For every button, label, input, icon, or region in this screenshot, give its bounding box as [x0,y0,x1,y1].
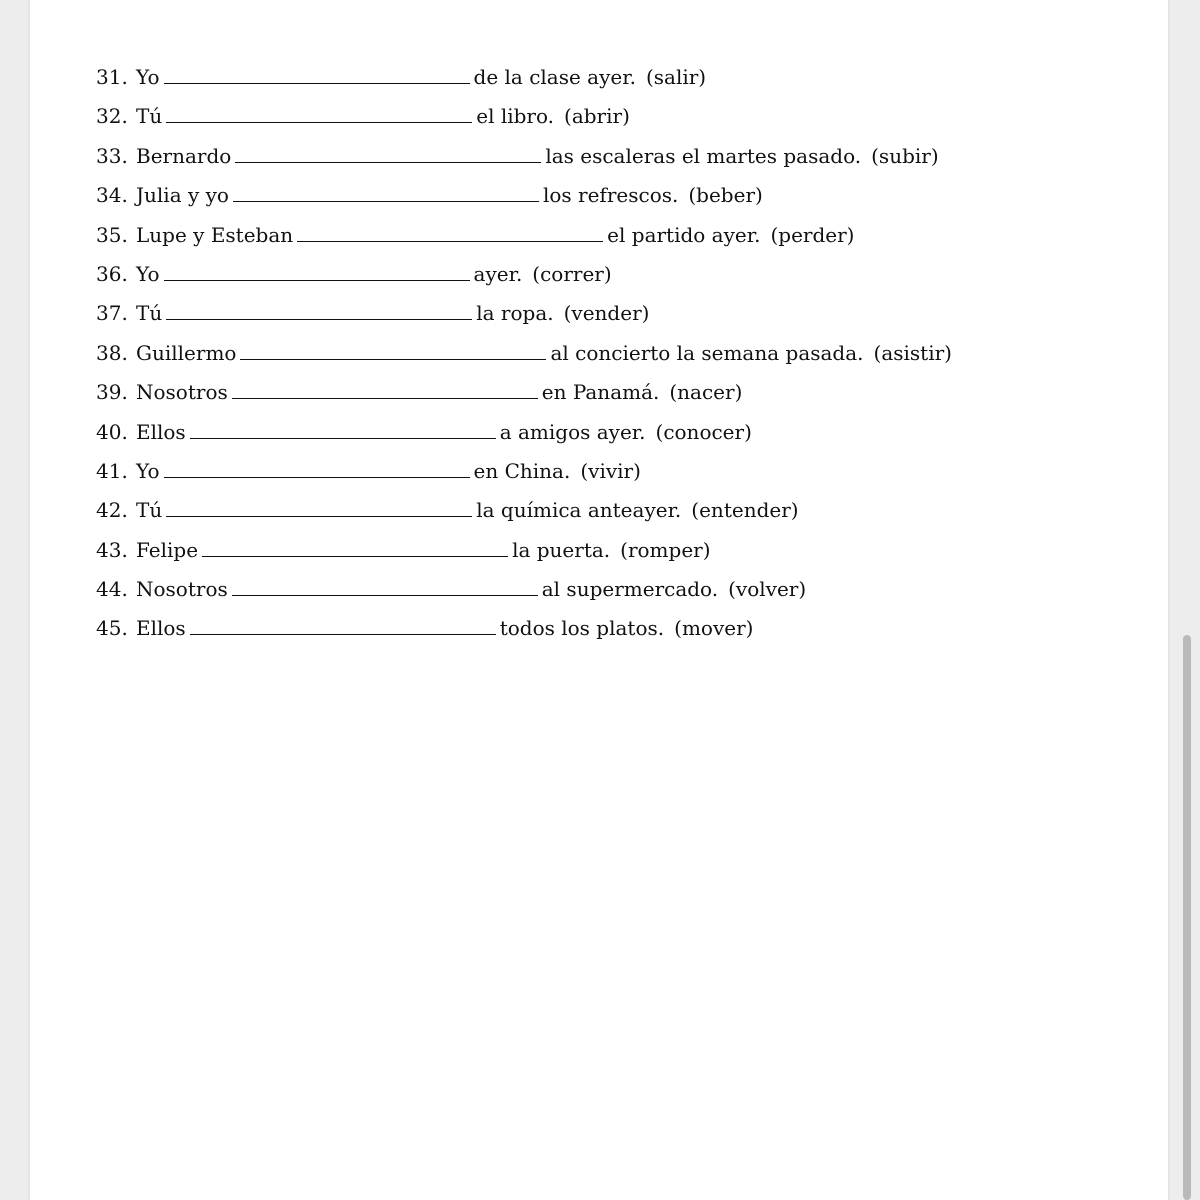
exercise-number: 45. [96,616,128,641]
answer-blank [166,515,472,517]
answer-blank [297,240,603,242]
exercise-verb-hint: (perder) [770,222,855,247]
exercise-verb-hint: (vender) [563,301,650,326]
exercise-item [96,97,952,136]
exercise-number: 39. [96,380,128,405]
document-page [30,0,1168,1200]
exercise-verb-hint: (conocer) [655,419,752,444]
exercise-verb-hint: (romper) [620,537,711,562]
exercise-subject: Guillermo [136,340,237,365]
exercise-verb-hint: (vivir) [580,458,641,483]
exercise-item [96,334,952,373]
exercise-number: 44. [96,577,128,602]
exercise-sentence-end: la química anteayer. [476,498,682,523]
exercise-subject: Nosotros [136,577,228,602]
exercise-item [96,413,952,452]
exercise-verb-hint: (nacer) [669,380,743,405]
exercise-number: 32. [96,104,128,129]
exercise-subject: Ellos [136,616,186,641]
exercise-verb-hint: (salir) [645,65,707,89]
exercise-subject: Yo [136,261,160,286]
exercise-sentence-end: los refrescos. [542,183,679,208]
exercise-item [96,570,952,609]
exercise-sentence-end: en Panamá. [541,380,660,405]
exercise-subject: Yo [136,65,160,89]
exercise-verb-hint: (asistir) [873,340,952,365]
exercise-sentence-end: el libro. [476,104,555,129]
exercise-sentence-end: en China. [473,458,571,483]
exercise-subject: Julia y yo [136,183,229,208]
exercise-item [96,255,952,294]
scrollbar-thumb[interactable] [1183,635,1191,1200]
answer-blank [202,555,508,557]
exercise-item [96,137,952,176]
exercise-item [96,373,952,412]
exercise-number: 43. [96,537,128,562]
exercise-sentence-end: al supermercado. [541,577,719,602]
exercise-sentence-end: la ropa. [476,301,554,326]
exercise-subject: Tú [136,498,163,523]
answer-blank [166,121,472,123]
exercise-number: 38. [96,340,128,365]
exercise-number: 42. [96,498,128,523]
exercise-sentence-end: la puerta. [512,537,611,562]
exercise-sentence-end: ayer. [473,261,523,286]
answer-blank [164,82,470,84]
exercise-subject: Tú [136,104,163,129]
exercise-number: 37. [96,301,128,326]
exercise-number: 34. [96,183,128,208]
vertical-scrollbar[interactable] [1180,0,1192,1200]
exercise-item [96,452,952,491]
exercise-subject: Yo [136,458,160,483]
exercise-subject: Nosotros [136,380,228,405]
exercise-number: 41. [96,458,128,483]
answer-blank [164,279,470,281]
exercise-subject: Bernardo [136,143,232,168]
exercise-item [96,58,952,97]
exercise-sentence-end: todos los platos. [499,616,665,641]
exercise-verb-hint: (volver) [728,577,807,602]
answer-blank [235,161,541,163]
exercise-subject: Ellos [136,419,186,444]
answer-blank [190,633,496,635]
answer-blank [166,318,472,320]
exercise-item [96,216,952,255]
exercise-item [96,531,952,570]
exercise-verb-hint: (beber) [688,183,763,208]
answer-blank [233,200,539,202]
exercise-item [96,176,952,215]
exercise-verb-hint: (mover) [674,616,754,641]
exercise-sentence-end: el partido ayer. [607,222,761,247]
exercise-sentence-end: al concierto la semana pasada. [550,340,864,365]
exercise-item [96,294,952,333]
exercise-sentence-end: de la clase ayer. [473,65,636,89]
exercise-subject: Lupe y Esteban [136,222,294,247]
exercise-item [96,491,952,530]
answer-blank [190,437,496,439]
exercise-number: 40. [96,419,128,444]
exercise-sentence-end: las escaleras el martes pasado. [545,143,862,168]
exercise-sentence-end: a amigos ayer. [499,419,646,444]
exercise-number: 31. [96,65,128,89]
exercise-number: 35. [96,222,128,247]
exercise-verb-hint: (subir) [871,143,939,168]
exercise-subject: Felipe [136,537,199,562]
answer-blank [240,358,546,360]
exercise-verb-hint: (abrir) [564,104,630,129]
answer-blank [164,476,470,478]
answer-blank [232,594,538,596]
exercise-number: 36. [96,261,128,286]
exercise-list [96,58,952,649]
answer-blank [232,397,538,399]
exercise-number: 33. [96,143,128,168]
exercise-verb-hint: (correr) [532,261,612,286]
exercise-item [96,609,952,648]
exercise-subject: Tú [136,301,163,326]
exercise-verb-hint: (entender) [691,498,799,523]
